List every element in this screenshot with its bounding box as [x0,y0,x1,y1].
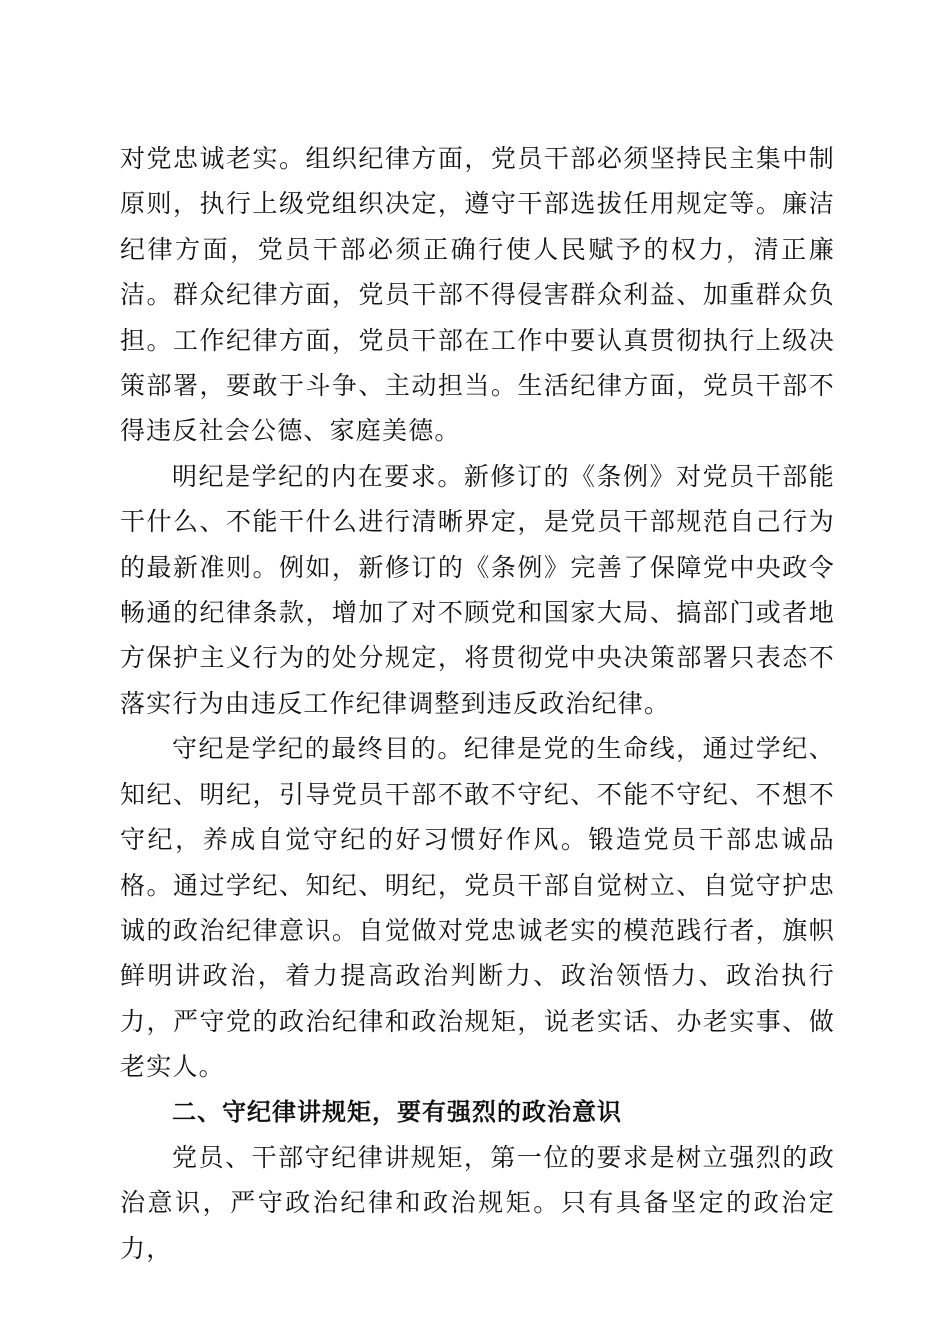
paragraph-political-awareness: 党员、干部守纪律讲规矩，第一位的要求是树立强烈的政治意识，严守政治纪律和政治规矩。只有具备坚定的政治定力， [120,1142,835,1263]
paragraph-observing-discipline: 守纪是学纪的最终目的。纪律是党的生命线，通过学纪、知纪、明纪，引导党员干部不敢不守纪、不能不守纪、不想不守纪，养成自觉守纪的好习惯好作风。锻造党员干部忠诚品格。通过学纪、知纪、明纪，党员干部自觉树立、自觉守护忠诚的政治纪律意识。自觉做对党忠诚老实的模范践行者，旗帜鲜明讲政治，着力提高政治判断力、政治领悟力、政治执行力，严守党的政治纪律和政治规矩，说老实话、办老实事、做老实人。 [120,734,835,1082]
document-body [120,136,835,1271]
paragraph-understanding-discipline: 明纪是学纪的内在要求。新修订的《条例》对党员干部能干什么、不能干什么进行清晰界定，是党员干部规范自己行为的最新准则。例如，新修订的《条例》完善了保障党中央政令畅通的纪律条款，增加了对不顾党和国家大局、搞部门或者地方保护主义行为的处分规定，将贯彻党中央决策部署只表态不落实行为由违反工作纪律调整到违反政治纪律。 [120,461,835,718]
paragraph-discipline-aspects: 对党忠诚老实。组织纪律方面，党员干部必须坚持民主集中制原则，执行上级党组织决定，遵守干部选拔任用规定等。廉洁纪律方面，党员干部必须正确行使人民赋予的权力，清正廉洁。群众纪律方面，党员干部不得侵害群众利益、加重群众负担。工作纪律方面，党员干部在工作中要认真贯彻执行上级决策部署，要敢于斗争、主动担当。生活纪律方面，党员干部不得违反社会公德、家庭美德。 [120,144,835,446]
section-heading-political-awareness: 二、守纪律讲规矩，要有强烈的政治意识 [172,1097,622,1126]
